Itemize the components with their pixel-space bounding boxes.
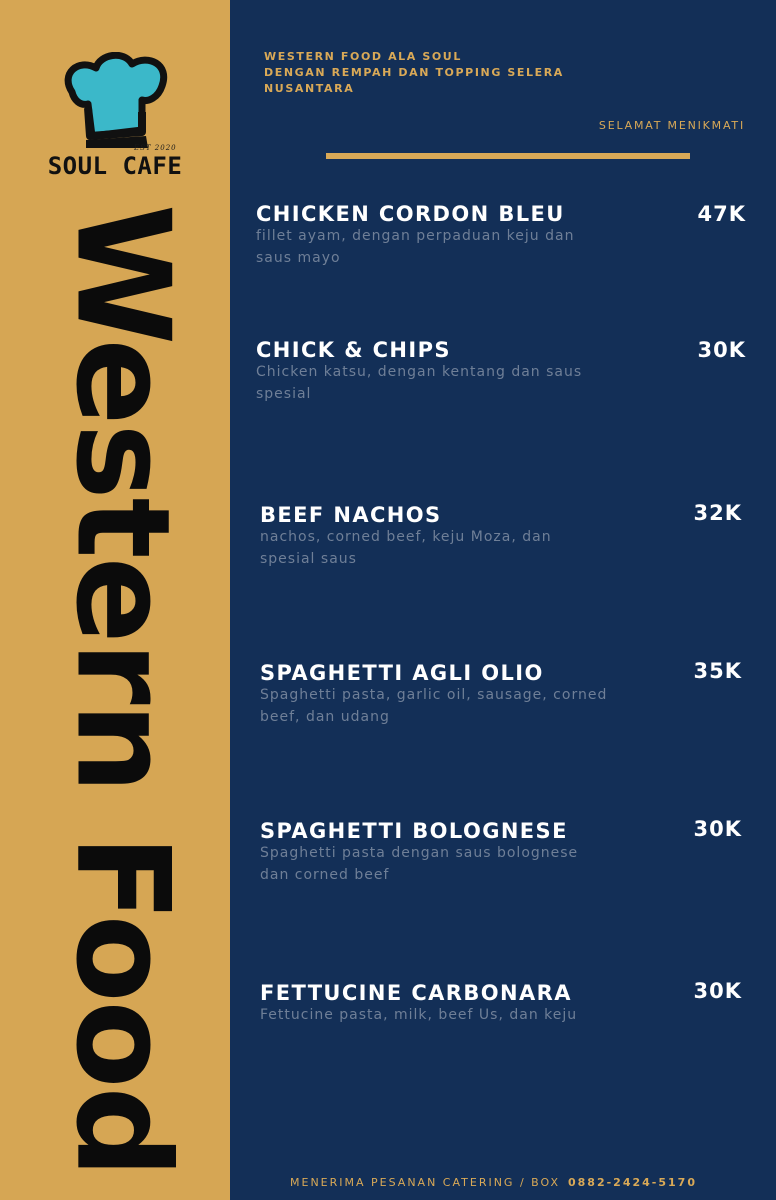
chef-hat-icon <box>58 52 174 148</box>
menu-item-description: Spaghetti pasta, garlic oil, sausage, corned beef, dan udang <box>260 687 608 725</box>
menu-item-price: 47K <box>697 202 746 226</box>
menu-item <box>256 336 746 405</box>
menu-item-price: 30K <box>693 817 742 841</box>
category-title: Western Food <box>47 203 197 1177</box>
menu-item <box>260 817 742 886</box>
menu-item-price: 35K <box>693 659 742 683</box>
menu-item-description: Spaghetti pasta dengan saus bolognese dan corned beef <box>260 845 579 883</box>
greeting: SELAMAT MENIKMATI <box>598 119 745 132</box>
soul-cafe-logo <box>38 52 192 192</box>
menu-panel <box>230 0 776 1200</box>
menu-item-description: Chicken katsu, dengan kentang dan saus spesial <box>256 364 583 402</box>
menu-item-name: FETTUCINE CARBONARA <box>260 981 572 1005</box>
menu-item-description: Fettucine pasta, milk, beef Us, dan keju <box>260 1007 578 1023</box>
divider <box>326 153 690 159</box>
menu-item-price: 30K <box>693 979 742 1003</box>
menu-item <box>260 979 742 1026</box>
tagline: WESTERN FOOD ALA SOUL DENGAN REMPAH DAN TOPPING SELERA NUSANTARA <box>264 50 564 95</box>
menu-item-price: 32K <box>693 501 742 525</box>
footer <box>290 1176 697 1189</box>
menu-item-price: 30K <box>697 338 746 362</box>
logo-name: SOUL CAFE <box>47 152 183 180</box>
menu-item <box>260 659 742 728</box>
menu-item <box>256 200 746 269</box>
footer-text: MENERIMA PESANAN CATERING / BOX <box>290 1176 560 1189</box>
menu-item-name: SPAGHETTI AGLI OLIO <box>260 661 544 685</box>
menu-item-name: SPAGHETTI BOLOGNESE <box>260 819 568 843</box>
menu-item-name: CHICKEN CORDON BLEU <box>256 202 565 226</box>
footer-phone: 0882-2424-5170 <box>568 1176 697 1189</box>
menu-item-description: fillet ayam, dengan perpaduan keju dan saus mayo <box>256 228 575 266</box>
sidebar <box>0 0 230 1200</box>
menu-item-description: nachos, corned beef, keju Moza, dan spesial saus <box>260 529 552 567</box>
menu-item-name: BEEF NACHOS <box>260 503 442 527</box>
menu-item <box>260 501 742 570</box>
menu-item-name: CHICK & CHIPS <box>256 338 451 362</box>
logo-est-label: EST 2020 <box>134 144 177 152</box>
